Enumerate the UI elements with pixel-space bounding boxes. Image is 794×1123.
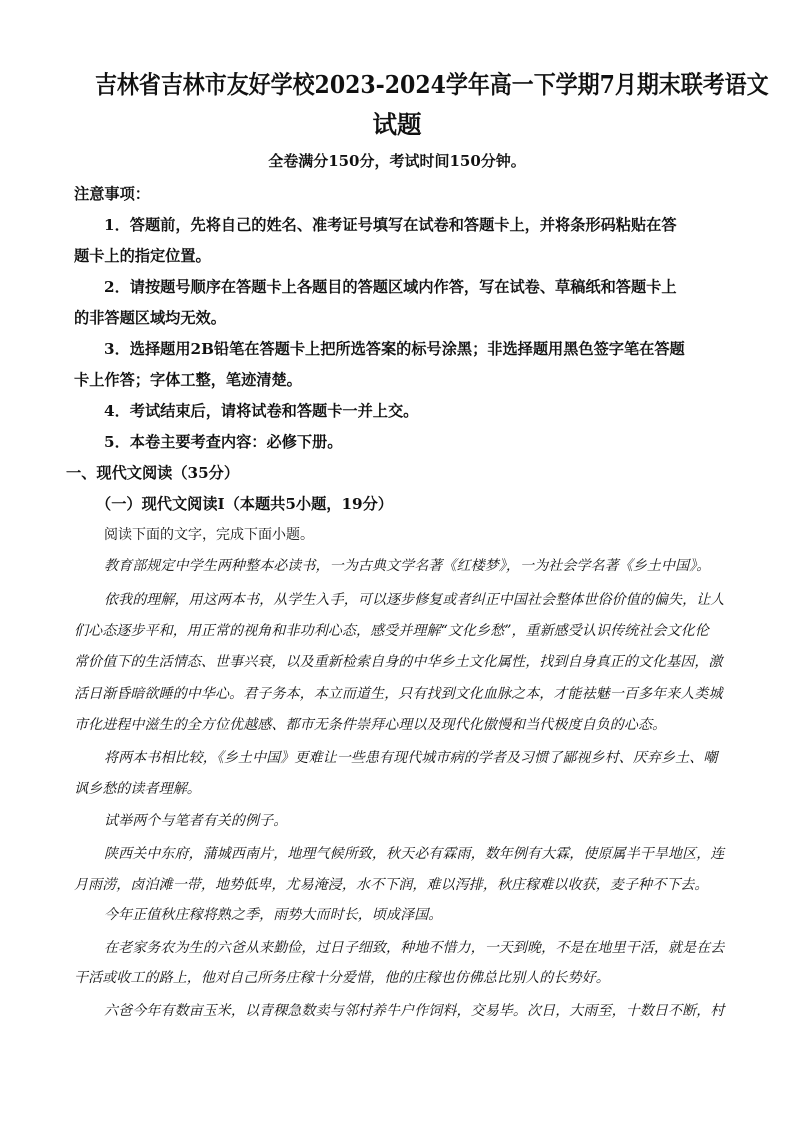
notice-line: 1．答题前，先将自己的姓名、准考证号填写在试卷和答题卡上，并将条形码粘贴在答	[104, 216, 677, 234]
passage-line: 在老家务农为生的六爸从来勤俭，过日子细致，种地不惜力，一天到晚，不是在地里干活，就是在去	[104, 940, 725, 956]
notice-line: 3．选择题用2B铅笔在答题卡上把所选答案的标号涂黑；非选择题用黑色签字笔在答题	[104, 340, 685, 358]
document-title-line-1: 吉林省吉林市友好学校2023-2024学年高一下学期7月期末联考语文	[94, 70, 769, 99]
passage-line: 六爸今年有数亩玉米，以青稞急数卖与邻村养牛户作饲料，交易毕。次日，大雨至，十数日不断，村	[104, 1003, 725, 1019]
passage-line: 教育部规定中学生两种整本必读书，一为古典文学名著《红楼梦》，一为社会学名著《乡土中国》。	[104, 558, 711, 574]
notice-line: 卡上作答；字体工整，笔迹清楚。	[74, 371, 302, 389]
passage-line: 们心态逐步平和，用正常的视角和非功利心态，感受并理解“文化乡愁”，重新感受认识传统社会文化伦	[74, 623, 709, 639]
exam-info: 全卷满分150分，考试时间150分钟。	[268, 152, 526, 170]
passage-line: 干活或收工的路上，他对自己所务庄稼十分爱惜，他的庄稼也仿佛总比别人的长势好。	[74, 970, 610, 986]
passage-line: 陕西关中东府，蒲城西南片，地理气候所致，秋天必有霖雨，数年例有大霖，使原属半干旱地区，连	[104, 846, 725, 862]
passage-line: 活日渐昏暗欲睡的中华心。君子务本，本立而道生，只有找到文化血脉之本，才能祛魅一百多年来人类城	[74, 686, 723, 702]
notice-line: 的非答题区域均无效。	[74, 309, 226, 327]
passage-line: 月雨涝，卤泊滩一带，地势低卑，尤易淹浸，水不下润，难以泻排，秋庄稼难以收获，麦子种不下去。	[74, 877, 709, 893]
section-instruction: 阅读下面的文字，完成下面小题。	[104, 527, 314, 543]
passage-line: 常价值下的生活情态、世事兴衰，以及重新检索自身的中华乡土文化属性，找到自身真正的文化基因，激	[74, 654, 723, 670]
section-heading: 一、现代文阅读（35分）	[66, 464, 240, 482]
passage-line: 市化进程中滋生的全方位优越感、都市无条件崇拜心理以及现代化傲慢和当代极度自负的心态。	[74, 717, 667, 733]
passage-line: 将两本书相比较，《乡土中国》更难让一些患有现代城市病的学者及习惯了鄙视乡村、厌弃乡土、嘲	[104, 750, 718, 766]
passage-line: 讽乡愁的读者理解。	[74, 781, 201, 797]
notice-heading: 注意事项：	[74, 185, 150, 203]
notice-line: 2．请按题号顺序在答题卡上各题目的答题区域内作答，写在试卷、草稿纸和答题卡上	[104, 278, 677, 296]
notice-line: 4．考试结束后，请将试卷和答题卡一并上交。	[104, 402, 419, 420]
section-subheading: （一）现代文阅读Ⅰ（本题共5小题，19分）	[96, 495, 393, 513]
document-title-line-2: 试题	[372, 110, 422, 139]
passage-line: 试举两个与笔者有关的例子。	[104, 813, 288, 829]
passage-line: 依我的理解，用这两本书，从学生入手，可以逐步修复或者纠正中国社会整体世俗价值的偏失，让人	[104, 592, 725, 608]
notice-line: 5．本卷主要考查内容：必修下册。	[104, 433, 343, 451]
passage-line: 今年正值秋庄稼将熟之季，雨势大而时长，顷成泽国。	[104, 907, 443, 923]
notice-line: 题卡上的指定位置。	[74, 247, 211, 265]
